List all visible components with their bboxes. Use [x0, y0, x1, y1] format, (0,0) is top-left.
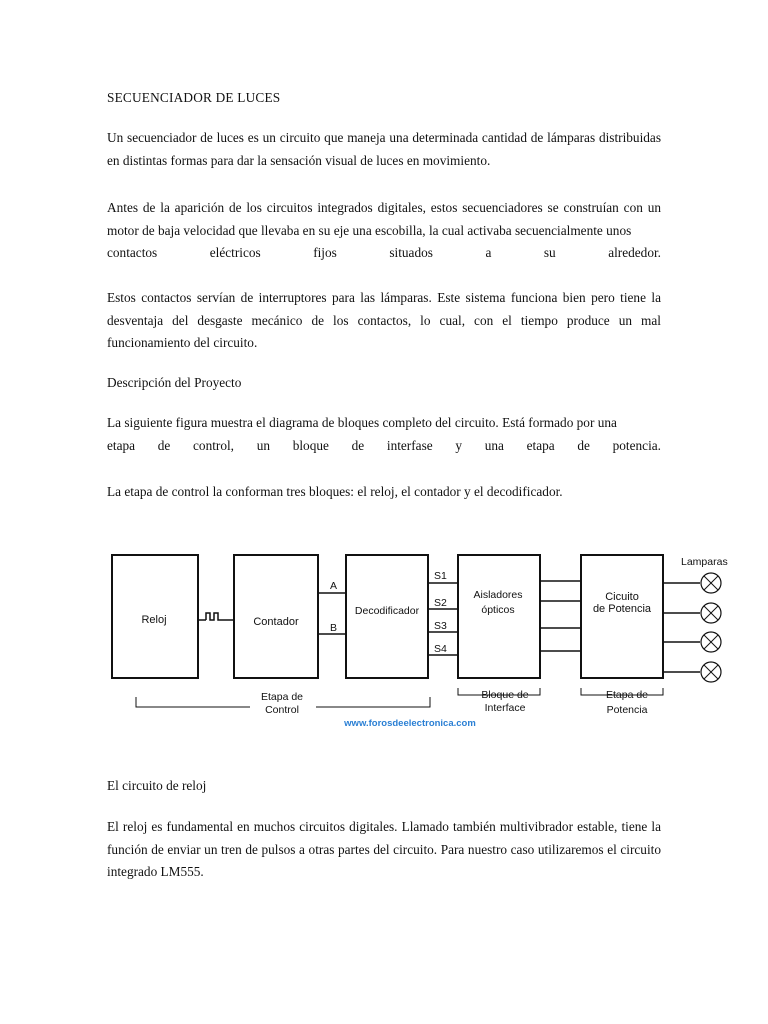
lamp-icon	[701, 632, 721, 652]
paragraph-intro: Un secuenciador de luces es un circuito que maneja una determinada cantidad de lámparas distribuidas en distintas formas para dar la sensación visual de luces en movimiento.	[107, 130, 661, 168]
power-stage-label-2: Potencia	[606, 704, 648, 716]
paragraph-history-last-line: contactos eléctricos fijos situados a su alrededor.	[107, 245, 661, 260]
paragraph-figure-intro	[107, 412, 661, 457]
reloj-label: Reloj	[141, 614, 167, 626]
paragraph-history	[107, 197, 661, 265]
lamp-icon	[701, 662, 721, 682]
paragraph-figure-intro-body: La siguiente figura muestra el diagrama de bloques completo del circuito. Está formado por una	[107, 415, 617, 430]
interface-stage-label-1: Bloque de	[481, 689, 529, 701]
contador-label: Contador	[253, 616, 299, 628]
aisladores-block	[458, 555, 540, 678]
signal-a-label: A	[330, 580, 338, 592]
paragraph-history-body: Antes de la aparición de los circuitos integrados digitales, estos secuenciadores se construían con un motor de baja velocidad que llevaba en su eje una escobilla, la cual activaba secuencialmente unos	[107, 200, 661, 238]
paragraph-figure-intro-last-line: etapa de control, un bloque de interfase y una etapa de potencia.	[107, 437, 661, 453]
interface-stage-label-2: Interface	[484, 702, 526, 714]
block-diagram	[100, 548, 740, 743]
aisladores-label-2: ópticos	[481, 604, 515, 616]
lamps-label: Lamparas	[681, 556, 728, 568]
paragraph-contacts: Estos contactos servían de interruptores para las lámparas. Este sistema funciona bien pero tiene la desventaja del desgaste mecánico de los contactos, lo cual, con el tiempo produce un mal funcionamiento del circuito.	[107, 290, 661, 350]
heading-clock-circuit: El circuito de reloj	[107, 778, 207, 793]
control-stage-label-1: Etapa de	[260, 691, 304, 703]
signal-b-label: B	[330, 622, 338, 634]
potencia-label-1: Cicuito	[605, 591, 639, 603]
paragraph-clock: El reloj es fundamental en muchos circuitos digitales. Llamado también multivibrador estable, tiene la función de enviar un tren de pulsos a otras partes del circuito. Para nuestro caso utilizaremos el circuito integrado LM555.	[107, 819, 661, 879]
paragraph-control-stage: La etapa de control la conforman tres bloques: el reloj, el contador y el decodificador.	[107, 484, 563, 499]
lamp-icon	[701, 603, 721, 623]
signal-s2-label: S2	[434, 597, 447, 609]
decodificador-label: Decodificador	[354, 605, 420, 617]
power-stage-label-1: Etapa de	[605, 689, 649, 701]
document-title: SECUENCIADOR DE LUCES	[107, 90, 281, 105]
aisladores-label-1: Aisladores	[473, 589, 523, 601]
watermark-url: www.forosdeelectronica.com	[344, 718, 476, 729]
signal-s1-label: S1	[434, 570, 447, 582]
potencia-block	[581, 555, 663, 678]
control-stage-label-2: Control	[265, 704, 299, 716]
lamp-icon	[701, 573, 721, 593]
heading-project-description: Descripción del Proyecto	[107, 375, 242, 390]
signal-s4-label: S4	[434, 643, 447, 655]
potencia-label-2: de Potencia	[592, 603, 652, 615]
pulse-train-icon	[206, 613, 222, 620]
signal-s3-label: S3	[434, 620, 447, 632]
